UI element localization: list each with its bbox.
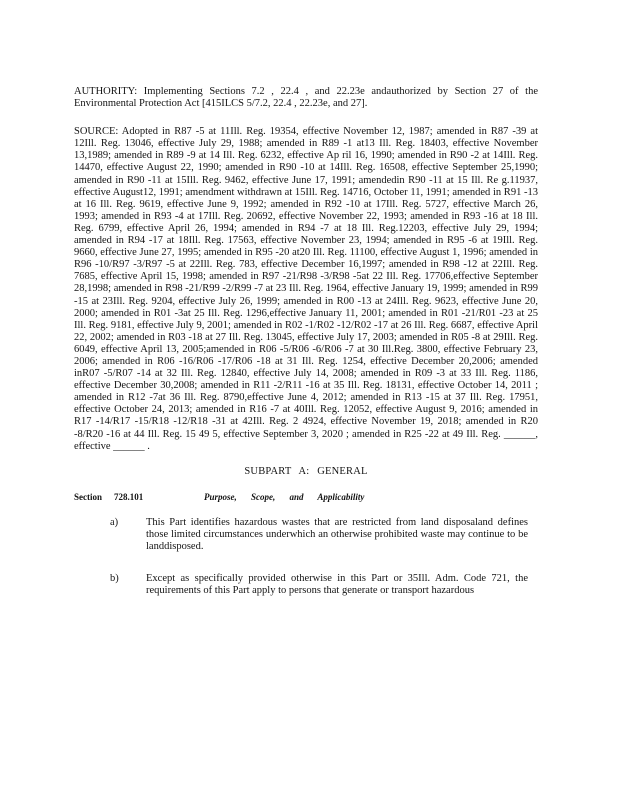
section-heading	[74, 491, 538, 503]
section-label: Section	[74, 491, 102, 502]
item-marker: a)	[110, 516, 119, 528]
document-page	[74, 86, 538, 597]
list-item	[74, 573, 538, 597]
list-item	[74, 517, 538, 553]
section-title: Purpose, Scope, and Applicability	[204, 491, 365, 502]
section-number: 728.101	[114, 491, 144, 502]
item-marker: b)	[110, 573, 119, 585]
item-text: This Part identifies hazardous wastes that are restricted from land disposaland defines those limited circumstances underwhich an otherwise prohibited waste may continue to be landdisposed.	[146, 516, 528, 553]
item-text: Except as specifically provided otherwise in this Part or 35Ill. Adm. Code 721, the requirements of this Part apply to persons that generate or transport hazardous	[146, 573, 528, 597]
source-paragraph: SOURCE: Adopted in R87 -5 at 11Ill. Reg. 19354, effective November 12, 1987; amended in R87 -39 at 12Ill. Reg. 13046, effective July 29, 1988; amended in R89 -1 at13 Ill. Reg. 18403, effective November 13,1989; amended in R89 -9 at 14 Ill. Reg. 6232, effective Ap ril 16, 1990; amended in R90 -2 at 14Ill. Reg. 14470, effective August 22, 1990; amended in R90 -10 at 14Ill. Reg. 16508, effective September 25,1990; amended in R90 -11 at 15Ill. Reg. 9462, effective June 17, 1991; amendedin R90 -11 at 15 Ill. Re g.11937, effective August12, 1991; amendment withdrawn at 15Ill. Reg. 14716, October 11, 1991; amended in R91 -13 at 16 Ill. Reg. 9619, effective June 9, 1992; amended in R92 -10 at 17Ill. Reg. 5727, effective March 26, 1993; amended in R93 -4 at 17Ill. Reg. 20692, effective November 22, 1993; amended in R93 -16 at 18 Ill. Reg. 6799, effective April 26, 1994; amended in R94 -7 at 18 Ill. Reg.12203, effective July 29, 1994; amended in R94 -17 at 18Ill. Reg. 17563, effective November 23, 1994; amended in R95 -6 at 19Ill. Reg. 9660, effective June 27, 1995; amended in R95 -20 at20 Ill. Reg. 11100, effective August 1, 1996; amended in R96 -10/R97 -3/R97 -5 at 22Ill. Reg. 783, effective December 16,1997; amended in R98 -12 at 22Ill. Reg. 7685, effective April 15, 1998; amended in R97 -21/R98 -3/R98 -5at 22 Ill. Reg. 17706,effective September 28,1998; amended in R98 -21/R99 -2/R99 -7 at 23 Ill. Reg. 1964, effective January 19, 1999; amended in R99 -15 at 23Ill. Reg. 9204, effective July 26, 1999; amended in R00 -13 at 24Ill. Reg. 9623, effective June 20, 2000; amended in R01 -3at 25 Ill. Reg. 1296,effective January 11, 2001; amended in R01 -21/R01 -23 at 25 Ill. Reg. 9181, effective July 9, 2001; amended in R02 -1/R02 -12/R02 -17 at 26 Ill. Reg. 6687, effective April 22, 2002; amended in R03 -18 at 27 Ill. Reg. 13045, effective July 17, 2003; amended in R05 -8 at 29Ill. Reg. 6049, effective April 13, 2005;amended in R06 -5/R06 -6/R06 -7 at 30 Ill.Reg. 3800, effective February 23, 2006; amended in R06 -16/R06 -17/R06 -18 at 31 Ill. Reg. 1254, effective December 20,2006; amended inR07 -5/R07 -14 at 32 Ill. Reg. 12840, effective July 14, 2008; amended in R09 -3 at 33 Ill. Reg. 1186, effective December 30,2008; amended in R11 -2/R11 -16 at 35 Ill. Reg. 18131, effective October 14, 2011 ; amended in R12 -7at 36 Ill. Reg. 8790,effective June 4, 2012; amended in R13 -15 at 37 Ill. Reg. 17951, effective October 24, 2013; amended in R16 -7 at 40Ill. Reg. 12052, effective August 9, 2016; amended in R17 -14/R17 -15/R18 -12/R18 -31 at 42Ill. Reg. 2 4924, effective November 19, 2018; amended in R20 -8/R20 -16 at 44 Ill. Reg. 15 49 5, effective September 3, 2020 ; amended in R25 -22 at 49 Ill. Reg. ______, effective ______ .	[74, 126, 538, 452]
subpart-heading: SUBPART A: GENERAL	[244, 465, 368, 477]
authority-paragraph: AUTHORITY: Implementing Sections 7.2 , 22.4 , and 22.23e andauthorized by Section 27 of the Environmental Protection Act [415ILCS 5/7.2, 22.4 , 22.23e, and 27].	[74, 86, 538, 110]
